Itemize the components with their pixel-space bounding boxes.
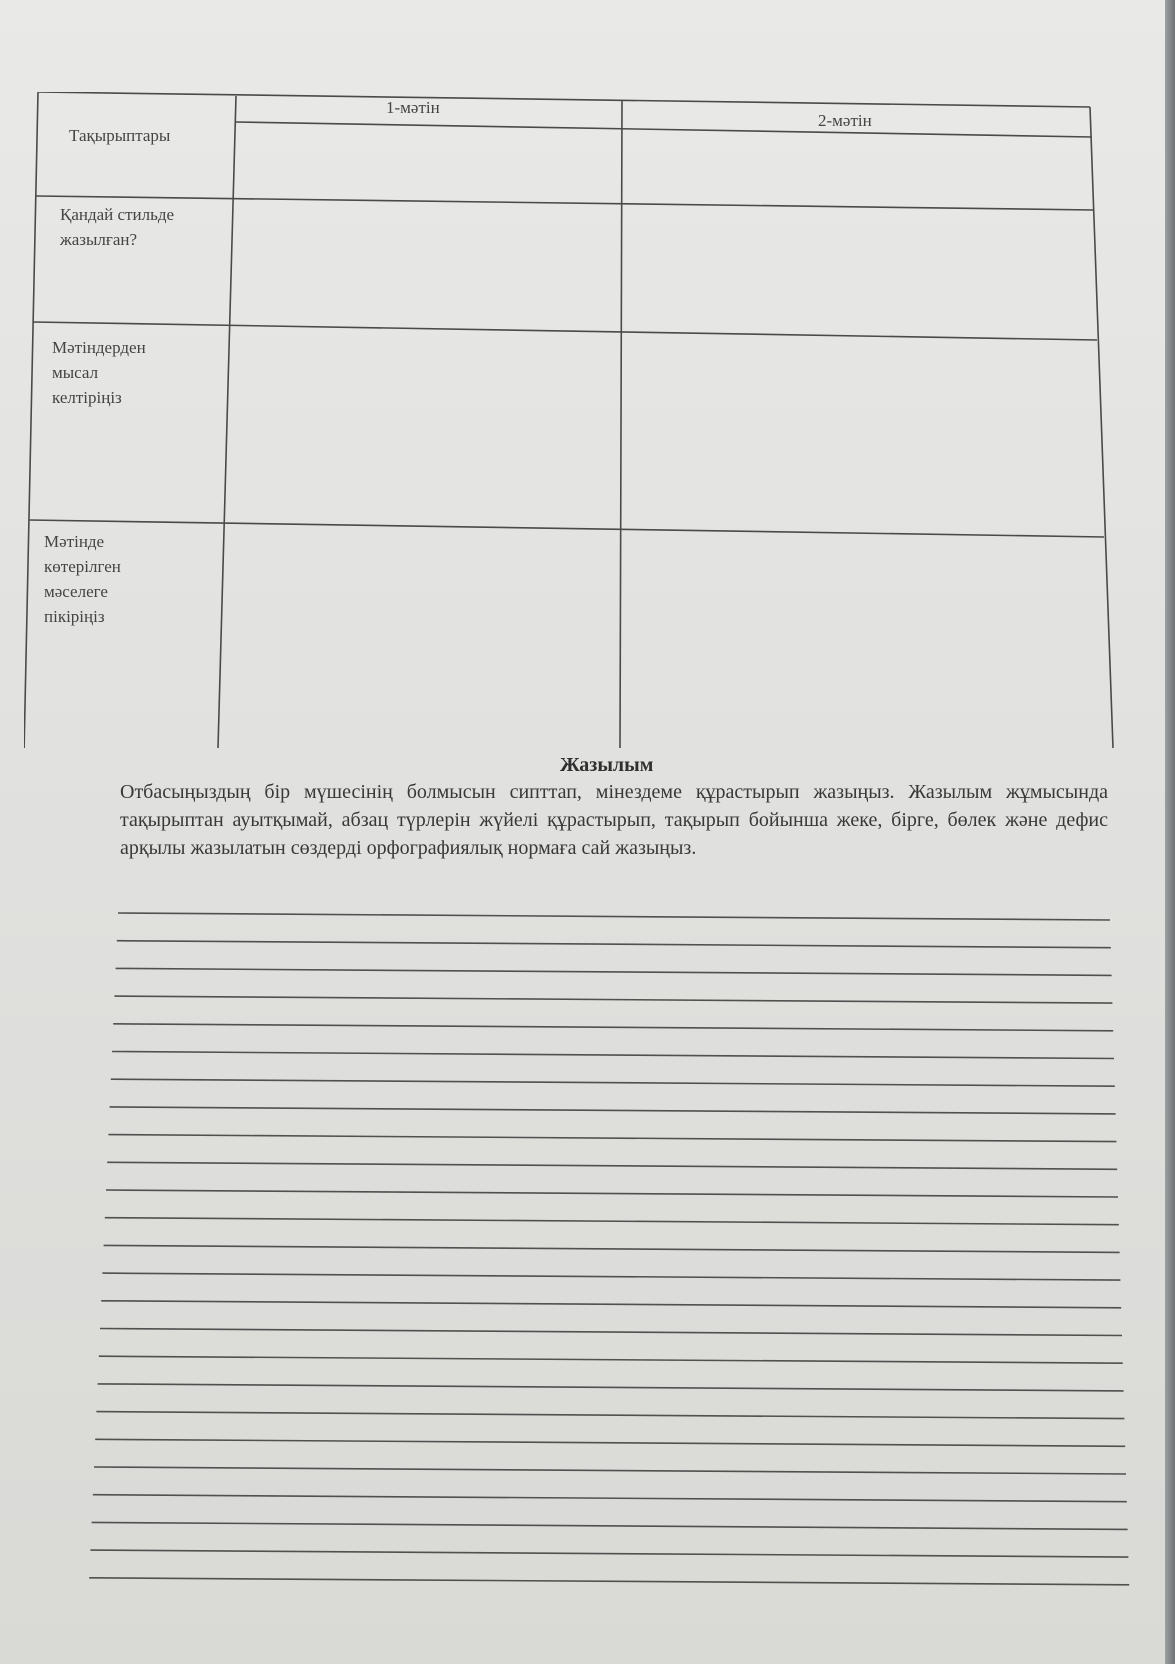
answer-line — [89, 1578, 1129, 1585]
row-label-examples: Мәтіндерден мысал келтіріңіз — [52, 338, 146, 407]
answer-line — [99, 1356, 1123, 1363]
answer-line — [98, 1384, 1124, 1391]
answer-line — [104, 1245, 1120, 1252]
answer-line — [110, 1107, 1116, 1114]
answer-line — [107, 1162, 1117, 1169]
row-label-style: Қандай стильде жазылған? — [60, 205, 175, 249]
answer-line — [100, 1329, 1122, 1336]
answer-line — [114, 996, 1112, 1003]
header-text-2: 2-мәтін — [818, 111, 872, 130]
answer-line — [93, 1495, 1127, 1502]
answer-line — [92, 1522, 1128, 1529]
row-label-topics: Тақырыптары — [69, 126, 171, 145]
answer-line — [90, 1550, 1128, 1557]
answer-line — [96, 1412, 1124, 1419]
answer-line — [106, 1190, 1118, 1197]
answer-line — [102, 1273, 1120, 1280]
answer-line — [101, 1301, 1121, 1308]
answer-line — [108, 1135, 1116, 1142]
answer-line — [112, 1052, 1114, 1059]
answer-line — [116, 968, 1112, 975]
row-label-opinion: Мәтінде көтерілген мәселеге пікіріңіз — [44, 532, 121, 626]
header-text-1: 1-мәтін — [386, 98, 440, 117]
answer-line — [118, 913, 1110, 920]
answer-line — [113, 1024, 1113, 1031]
answer-line — [94, 1467, 1126, 1474]
answer-line — [111, 1079, 1115, 1086]
answer-line — [117, 941, 1111, 948]
section-title: Жазылым — [560, 754, 654, 776]
answer-line — [105, 1218, 1119, 1225]
task-instructions: Отбасыңыздың бір мүшесінің болмысын сипттап, мінездеме құрастырып жазыңыз. Жазылым жұмысында тақырыптан ауытқымай, абзац түрлерін жүйелі құрастырып, тақырып бойынша жеке, бірге, бөлек және дефис арқылы жазылатын сөздерді орфографиялық нормаға сай жазыңыз. — [120, 781, 1108, 859]
answer-line — [95, 1439, 1125, 1446]
